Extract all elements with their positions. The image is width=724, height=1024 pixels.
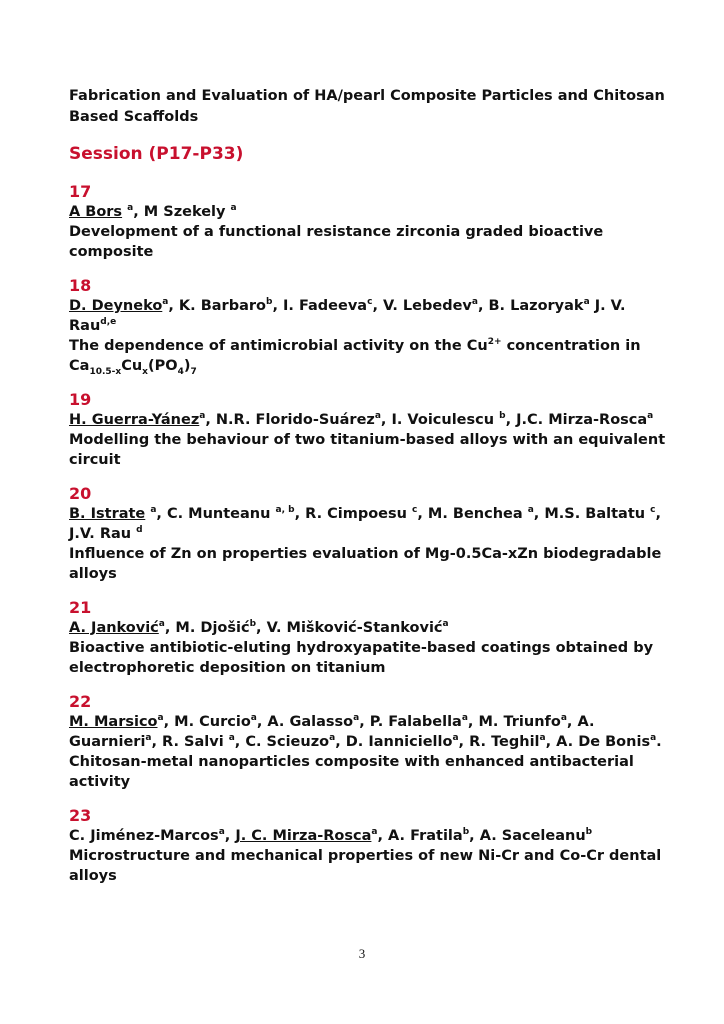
text-fragment: , N.R. Florido-Suárez <box>205 412 375 428</box>
text-fragment: , M. Curcio <box>163 714 251 730</box>
affiliation-mark: a <box>353 713 360 724</box>
text-fragment: , K. Barbaro <box>168 298 266 314</box>
affiliation-mark: a <box>471 297 478 308</box>
text-fragment: , A. Guarnieri <box>69 714 595 750</box>
page-number: 3 <box>358 946 366 961</box>
affiliation-mark: c <box>650 505 656 516</box>
author-list <box>69 202 669 222</box>
author-list <box>69 296 669 336</box>
abstract-title: Microstructure and mechanical properties of new Ni-Cr and Co-Cr dental alloys <box>69 848 662 884</box>
text-fragment: . <box>656 734 662 750</box>
affiliation-mark: a <box>374 411 381 422</box>
abstract-list <box>69 182 669 886</box>
presenting-author: A. Janković <box>69 620 159 636</box>
affiliation-mark: d,e <box>100 317 117 328</box>
affiliation-mark: a <box>218 827 225 838</box>
text-fragment: concentration in Ca <box>69 338 641 374</box>
affiliation-mark: a <box>539 733 546 744</box>
affiliation-mark: a <box>452 733 459 744</box>
abstract-number: 19 <box>69 390 92 409</box>
affiliation-mark: b <box>249 619 257 630</box>
affiliation-mark: a <box>157 713 164 724</box>
text-fragment: , R. Salvi <box>151 734 229 750</box>
text-fragment: ) <box>183 358 191 374</box>
text-fragment: The dependence of antimicrobial activity on the Cu <box>69 338 488 354</box>
text-fragment: , V. Mišković-Stanković <box>256 620 443 636</box>
text-fragment: (PO <box>147 358 178 374</box>
author-list <box>69 826 669 846</box>
document-body <box>69 86 669 886</box>
subscript: 4 <box>177 366 184 377</box>
author-list <box>69 618 669 638</box>
author-list <box>69 410 669 430</box>
abstract-entry <box>69 182 669 262</box>
abstract-entry <box>69 484 669 584</box>
subscript: 10.5-x <box>89 366 122 377</box>
affiliation-mark: a <box>162 297 169 308</box>
abstract-number: 23 <box>69 806 92 825</box>
affiliation-mark: b <box>266 297 273 308</box>
affiliation-mark: c <box>412 505 418 516</box>
affiliation-mark: a <box>228 733 235 744</box>
affiliation-mark: a <box>127 203 134 214</box>
affiliation-mark: 2+ <box>487 337 502 348</box>
affiliation-mark: a <box>199 411 206 422</box>
presenting-author: J. C. Mirza-Rosca <box>235 828 372 844</box>
abstract-title: Chitosan-metal nanoparticles composite with enhanced antibacterial activity <box>69 754 634 790</box>
presenting-author: B. Istrate <box>69 506 146 522</box>
session-heading: Session (P17-P33) <box>69 144 244 164</box>
affiliation-mark: a <box>650 733 657 744</box>
affiliation-mark: a <box>230 203 237 214</box>
affiliation-mark: a <box>527 505 534 516</box>
text-fragment: , M. Triunfo <box>467 714 561 730</box>
text-fragment: , R. Cimpoesu <box>294 506 413 522</box>
author-list <box>69 504 669 544</box>
affiliation-mark: a <box>442 619 449 630</box>
text-fragment: , A. Fratila <box>377 828 463 844</box>
abstract-title: Influence of Zn on properties evaluation of Mg-0.5Ca-xZn biodegradable alloys <box>69 546 662 582</box>
text-fragment: , P. Falabella <box>359 714 462 730</box>
abstract-title <box>69 336 669 376</box>
text-fragment: , I. Voiculescu <box>380 412 500 428</box>
affiliation-mark: c <box>367 297 373 308</box>
affiliation-mark: a <box>150 505 157 516</box>
affiliation-mark: d <box>136 525 143 536</box>
abstract-entry <box>69 390 669 470</box>
affiliation-mark: a <box>329 733 336 744</box>
abstract-title: Development of a functional resistance zirconia graded bioactive composite <box>69 224 604 260</box>
affiliation-mark: a <box>647 411 654 422</box>
affiliation-mark: a <box>560 713 567 724</box>
abstract-entry <box>69 598 669 678</box>
co-authors: , M Szekely <box>133 204 231 220</box>
text-fragment: , V. Lebedev <box>372 298 472 314</box>
affiliation-mark: a <box>145 733 152 744</box>
presenting-author: A Bors <box>69 204 123 220</box>
affiliation-mark: b <box>499 411 506 422</box>
affiliation-mark: b <box>462 827 470 838</box>
text-fragment: J. V. Rau <box>69 298 626 334</box>
subscript: 7 <box>190 366 197 377</box>
affiliation-mark: a <box>250 713 257 724</box>
presenting-author: M. Marsico <box>69 714 158 730</box>
affiliation-mark: a <box>461 713 468 724</box>
presenting-author: D. Deyneko <box>69 298 163 314</box>
abstract-number: 17 <box>69 182 92 201</box>
text-fragment: , A. Saceleanu <box>469 828 586 844</box>
abstract-title: Bioactive antibiotic-eluting hydroxyapatite-based coatings obtained by electrophoretic deposition on titanium <box>69 640 654 676</box>
text-fragment: , M. Benchea <box>417 506 528 522</box>
text-fragment: , B. Lazoryak <box>477 298 584 314</box>
subscript: x <box>142 366 148 377</box>
text-fragment: , D. Ianniciello <box>335 734 453 750</box>
text-fragment: , M. Djošić <box>164 620 250 636</box>
previous-abstract-title: Fabrication and Evaluation of HA/pearl Composite Particles and Chitosan Based Scaffolds <box>69 88 665 125</box>
text-fragment: , C. Scieuzo <box>234 734 330 750</box>
abstract-number: 21 <box>69 598 92 617</box>
text-fragment: , R. Teghil <box>458 734 540 750</box>
text-fragment: , A. Galasso <box>256 714 354 730</box>
affiliation-mark: b <box>585 827 593 838</box>
abstract-number: 18 <box>69 276 92 295</box>
text-fragment: , <box>224 828 236 844</box>
abstract-entry <box>69 692 669 792</box>
text-fragment: , I. Fadeeva <box>272 298 368 314</box>
text-fragment: , M.S. Baltatu <box>533 506 651 522</box>
affiliation-mark: a <box>583 297 590 308</box>
text-fragment: , J.V. Rau <box>69 506 661 542</box>
author-list <box>69 712 669 752</box>
abstract-number: 22 <box>69 692 92 711</box>
affiliation-mark: a, b <box>275 505 295 516</box>
text-fragment: , A. De Bonis <box>545 734 651 750</box>
abstract-entry <box>69 806 669 886</box>
abstract-title: Modelling the behaviour of two titanium-based alloys with an equivalent circuit <box>69 432 666 468</box>
text-fragment: , C. Munteanu <box>156 506 276 522</box>
affiliation-mark: a <box>371 827 378 838</box>
presenting-author: H. Guerra-Yánez <box>69 412 200 428</box>
affiliation-mark: a <box>158 619 165 630</box>
text-fragment: , J.C. Mirza-Rosca <box>505 412 648 428</box>
text-fragment: Cu <box>121 358 143 374</box>
abstract-number: 20 <box>69 484 92 503</box>
text-fragment: C. Jiménez-Marcos <box>69 828 219 844</box>
abstract-entry <box>69 276 669 376</box>
